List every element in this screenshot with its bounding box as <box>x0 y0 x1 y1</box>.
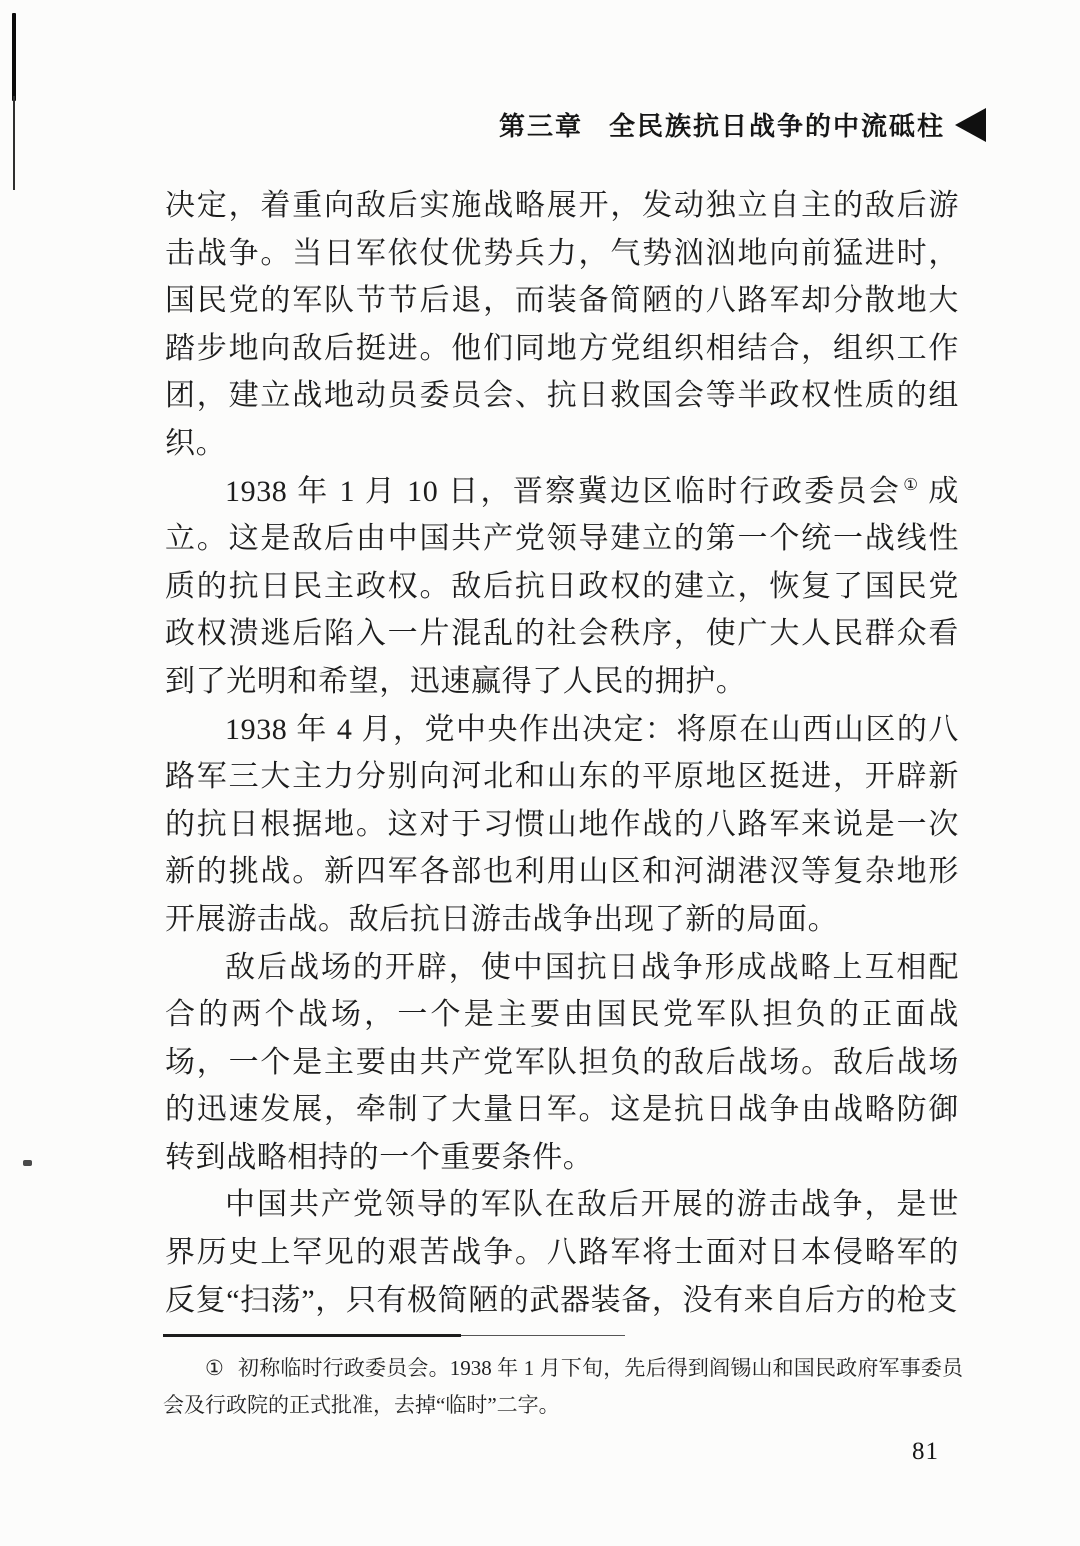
paragraph: 决定，着重向敌后实施战略展开，发动独立自主的敌后游击战争。当日军依仗优势兵力，气势汹汹地向前猛进时，国民党的军队节节后退，而装备简陋的八路军却分散地大踏步地向敌后挺进。他们同地方党组织相结合，组织工作团，建立战地动员委员会、抗日救国会等半政权性质的组织。 <box>165 189 959 460</box>
scan-artifact-speck <box>23 1160 32 1166</box>
footnote-area <box>163 1334 963 1424</box>
paragraph: 1938 年 4 月，党中央作出决定：将原在山西山区的八路军三大主力分别向河北和山东的平原地区挺进，开辟新的抗日根据地。这对于习惯山地作战的八路军来说是一次新的挑战。新四军各部也利用山区和河湖港汊等复杂地形开展游击战。敌后抗日游击战争出现了新的局面。 <box>165 712 959 936</box>
scan-artifact-line-tail <box>13 96 15 190</box>
paragraph-text: 成立。这是敌后由中国共产党领导建立的第一个统一战线性质的抗日民主政权。敌后抗日政权的建立，恢复了国民党政权溃逃后陷入一片混乱的社会秩序，使广大人民群众看到了光明和希望，迅速赢得了人民的拥护。 <box>165 474 959 698</box>
paragraph-text: 1938 年 1 月 10 日，晋察冀边区临时行政委员会 <box>225 474 902 508</box>
chapter-title: 全民族抗日战争的中流砥柱 <box>608 111 945 141</box>
body-text <box>165 182 959 1324</box>
paragraph: 敌后战场的开辟，使中国抗日战争形成战略上互相配合的两个战场，一个是主要由国民党军队担负的正面战场，一个是主要由共产党军队担负的敌后战场。敌后战场的迅速发展，牵制了大量日军。这是抗日战争由战略防御转到战略相持的一个重要条件。 <box>165 950 959 1174</box>
footnote-marker: ① <box>205 1356 225 1380</box>
chapter-label: 第三章 <box>498 111 583 141</box>
footnote-ref: ① <box>903 474 921 494</box>
paragraph <box>165 468 959 706</box>
footnote-text: 初称临时行政委员会。1938 年 1 月下旬，先后得到阎锡山和国民政府军事委员会及行政院的正式批准，去掉“临时”二字。 <box>163 1356 964 1417</box>
footnote-separator <box>163 1334 461 1337</box>
paragraph: 中国共产党领导的军队在敌后开展的游击战争，是世界历史上罕见的艰苦战争。八路军将士面对日本侵略军的反复“扫荡”，只有极简陋的武器装备，没有来自后方的枪支 <box>165 1188 959 1317</box>
running-header <box>499 106 986 143</box>
left-triangle-icon <box>955 108 986 142</box>
page-number: 81 <box>912 1438 939 1465</box>
footnote <box>163 1350 963 1424</box>
scan-artifact-line <box>12 13 16 101</box>
